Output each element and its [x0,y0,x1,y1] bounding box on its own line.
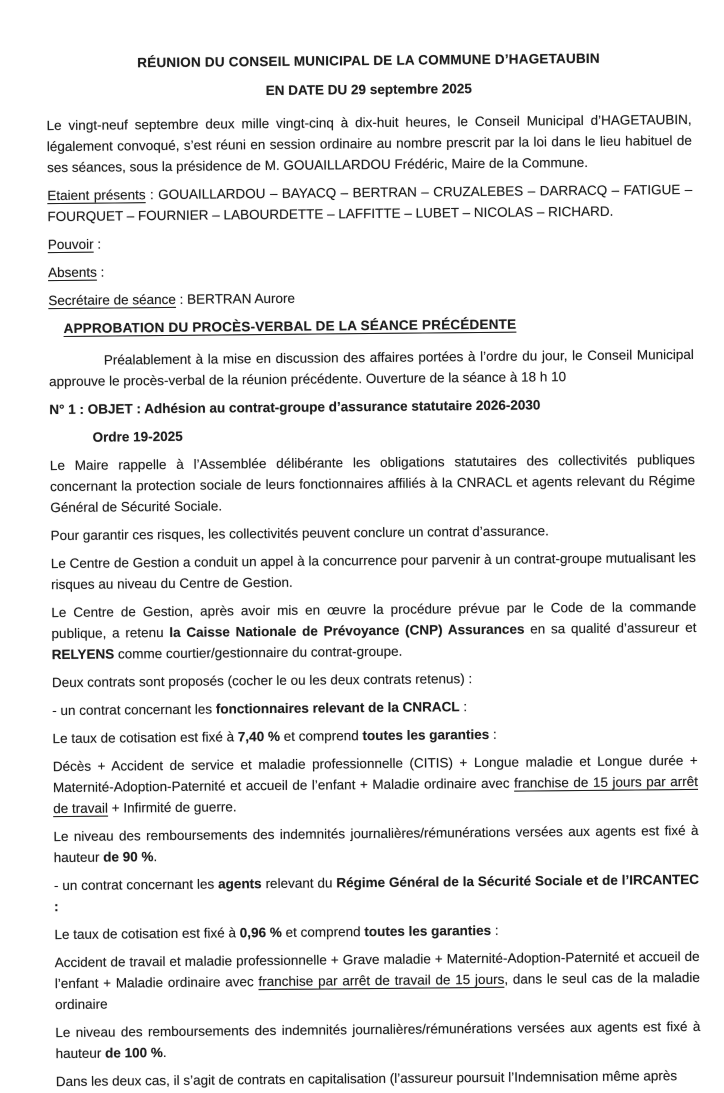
text-run: : [491,922,499,938]
text-run: Pour garantir ces risques, les collectivités peuvent conclure un contrat d’assurance. [50,523,549,544]
paragraph-remboursements-90 [53,820,698,868]
paragraph-session-opening [47,109,693,178]
document-date [46,76,691,103]
text-run: Le Centre de Gestion, après avoir mis en œuvre la procédure prévue par le Code de la commande publique, a retenu [51,598,697,642]
text-run: : [489,726,497,742]
paragraph-secretaire [48,284,693,311]
text-run: Le taux de cotisation est fixé à [54,925,240,943]
text-run: Décès + Accident de service et maladie professionnelle (CITIS) + Longue maladie et Longue durée + Maternité-Adoption-Paternité et accueil de l’enfant + Maladie ordinaire avec [52,752,698,796]
paragraph-absents [48,256,693,283]
text-run: comme courtier/gestionnaire du contrat-groupe. [114,643,403,662]
text-run: Deux contrats sont proposés (cocher le ou les deux contrats retenus) : [51,671,473,691]
text-run: Préalablement à la mise en discussion des affaires portées à l’ordre du jour, le Conseil Municipal approuve le procès-verbal de la réunion précédente. Ouverture de la séance à 18 h 10 [49,346,694,390]
text-run: toutes les garanties [364,922,492,940]
text-run: RELYENS [51,646,115,663]
text-run: - un contrat concernant les [52,701,216,719]
text-run: toutes les garanties [362,726,490,744]
text-run: : BERTRAN Aurore [175,290,295,307]
text-run: Le vingt-neuf septembre deux mille vingt-cinq à dix-huit heures, le Conseil Municipal d’HAGETAUBIN, légalement convoqué, s’est réuni en session ordinaire au nombre prescrit par la loi dans le lieu habituel de ses séances, sous la présidence de M. GOUAILLARDOU Frédéric, Maire de la Commune. [46,111,692,176]
text-run: RÉUNION DU CONSEIL MUNICIPAL DE LA COMMUNE D’HAGETAUBIN [137,50,600,71]
text-run: Le taux de cotisation est fixé à [52,729,238,747]
text-run: Régime Général de la Sécurité Sociale et de l’IRCANTEC : [54,871,699,915]
section-heading-approbation [63,312,693,339]
text-run: 7,40 % [237,728,280,745]
paragraph-presents [47,179,692,227]
text-run: + Infirmité de guerre. [107,799,237,816]
text-run: : [96,264,105,280]
text-run: Le Maire rappelle à l’Assemblée délibérante les obligations statutaires des collectivités publiques concernant la protection sociale de leurs fonctionnaires affiliés à la CNRACL et agents relevant du Régime Général de Sécurité Sociale. [49,451,696,516]
paragraph-approbation [49,344,694,392]
text-run: Dans les deux cas, il s’agit de contrats en capitalisation (l’assureur poursuit l’Indemnisation même après [55,1068,678,1090]
text-run: agents [218,876,262,892]
text-run: Ordre 19-2025 [92,428,183,445]
paragraph-ordre [93,421,695,448]
text-run: APPROBATION DU PROCÈS-VERBAL DE LA SÉANCE PRÉCÉDENTE [63,316,517,336]
paragraph-objet [49,393,694,420]
text-run: en sa qualité d’assureur et [524,619,697,637]
paragraph-remboursements-100 [55,1016,700,1064]
text-run: Le niveau des remboursements des indemnités journalières/rémunérations versées aux agents est fixé à hauteur [53,822,699,866]
paragraph-taux-cnracl [52,722,697,749]
text-run: EN DATE DU 29 septembre 2025 [265,81,472,99]
text-run: . [162,1045,167,1061]
document-title [46,47,691,74]
text-run: Absents [47,264,97,281]
paragraph-deux-contrats [52,666,697,693]
paragraph-contrat-cnracl [52,694,697,721]
text-run: Secrétaire de séance [48,291,176,309]
text-run: relevant du [261,875,337,892]
text-run: la Caisse Nationale de Prévoyance (CNP) Assurances [169,621,525,640]
text-run: : GOUAILLARDOU – BAYACQ – BERTRAN – CRUZALEBES – DARRACQ – FATIGUE – FOURQUET – FOURNIER – LABOURDETTE – LAFFITTE – LUBET – NICOLAS – RICHARD. [47,181,693,225]
text-run: de 100 % [105,1045,163,1061]
text-run: Etaient présents [47,187,146,204]
text-run: de 90 % [103,849,154,865]
paragraph-contrat-ircantec [54,869,699,917]
paragraph-garanties-ircantec [55,946,701,1015]
text-run: fonctionnaires relevant de la CNRACL [215,699,460,717]
text-run: Pouvoir [47,236,94,253]
text-run: : [459,699,468,715]
text-run: : [93,236,102,252]
paragraph-garantir [50,519,695,546]
text-run: Le Centre de Gestion a conduit un appel à la concurrence pour parvenir à un contrat-groupe mutualisant les risques au niveau du Centre de Gestion. [50,549,696,593]
text-run: et comprend [281,924,365,940]
paragraph-taux-ircantec [54,918,699,945]
paragraph-capitalisation [56,1065,701,1092]
text-run: et comprend [279,728,363,744]
text-run: 0,96 % [239,924,282,941]
text-run: , dans le seul cas de la maladie ordinaire [54,969,700,1013]
paragraph-rappel [50,449,696,518]
paragraph-garanties-cnracl [53,750,699,819]
text-run: N° 1 : OBJET : Adhésion au contrat-groupe d’assurance statutaire 2026-2030 [49,397,541,418]
paragraph-pouvoir [48,228,693,255]
text-run: Accident de travail et maladie professionnelle + Grave maladie + Maternité-Adoption-Paternité et accueil de l’enfant + Maladie ordinaire avec [54,948,700,992]
text-run: . [153,849,158,865]
paragraph-centre-gestion-appel [51,547,696,595]
text-run: franchise par arrêt de travail de 15 jours [258,971,505,990]
document-body [46,47,701,1092]
text-run: Le niveau des remboursements des indemnités journalières/rémunérations versées aux agents est fixé à hauteur [55,1018,701,1062]
paragraph-centre-gestion-retenu [51,596,697,665]
text-run: - un contrat concernant les [53,876,219,894]
text-run: franchise de 15 jours par arrêt de travail [53,773,699,817]
